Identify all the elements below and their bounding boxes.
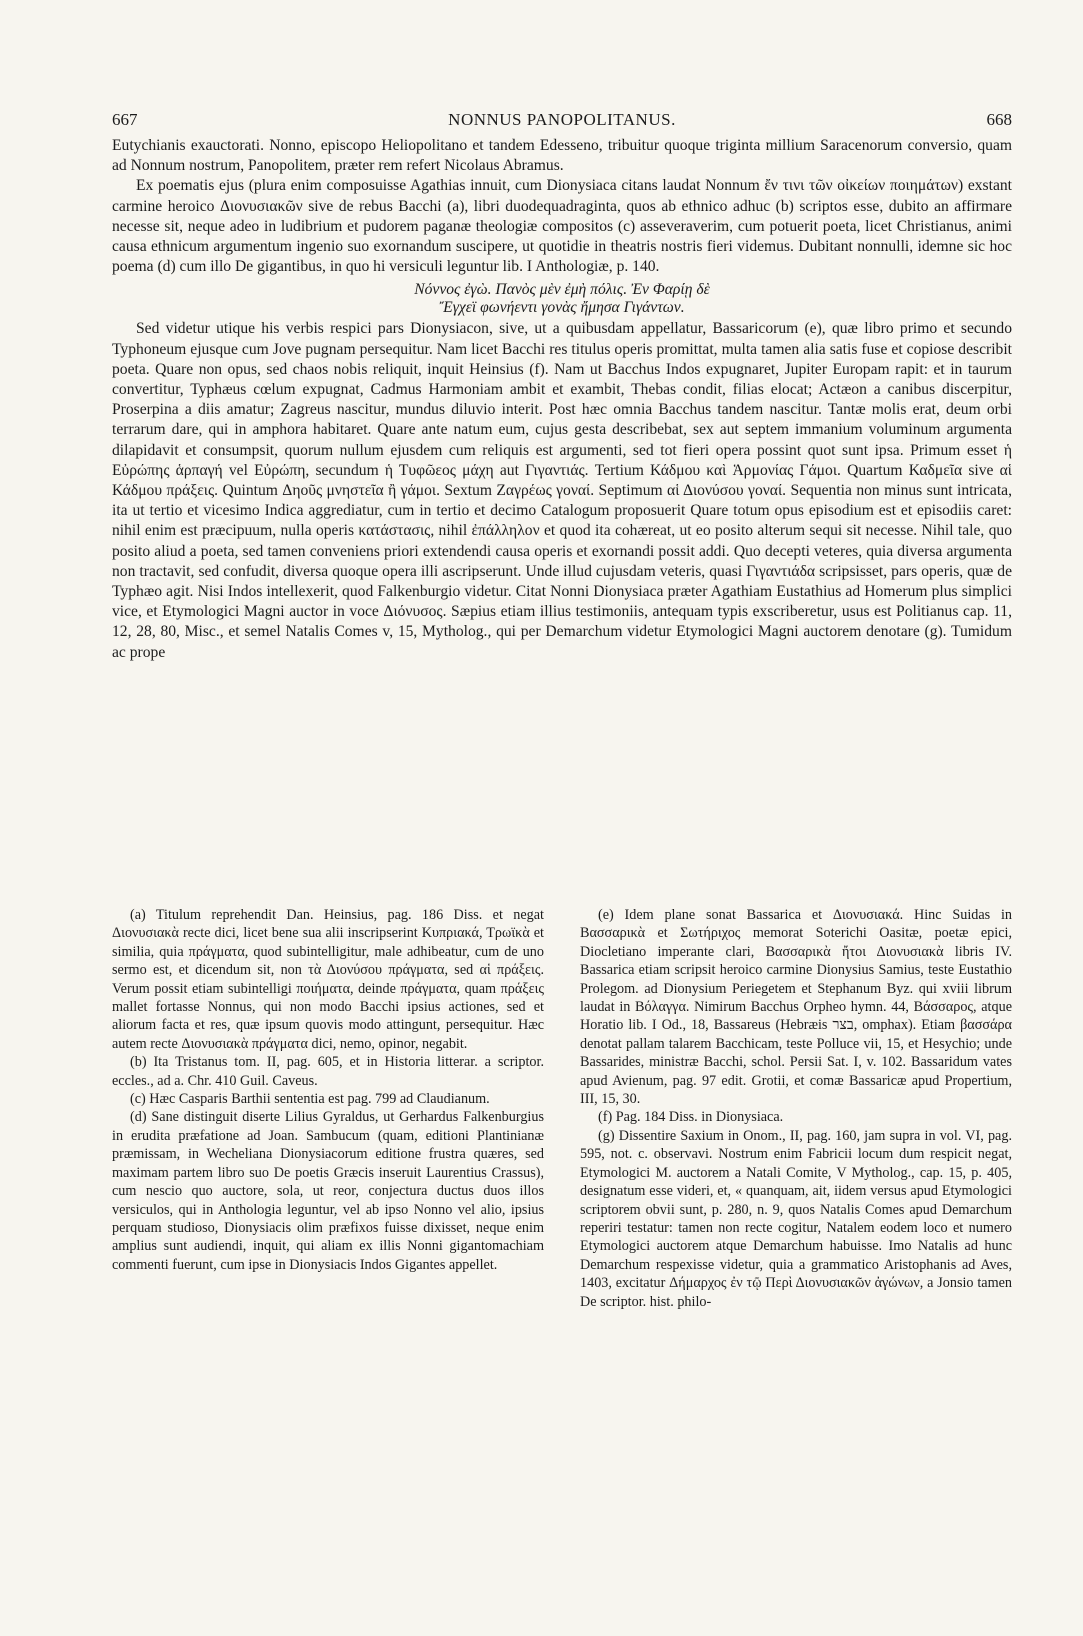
page-number-left: 667 <box>112 110 138 129</box>
page-header <box>112 110 1012 134</box>
main-text <box>112 136 1012 663</box>
page-number-right: 668 <box>986 110 1012 129</box>
footnote-d: (d) Sane distinguit diserte Lilius Gyraldus, ut Gerhardus Falkenburgius in erudita præfatione ad Joan. Sambucum (quam, editioni Plantinianæ præmissam, in Wecheliana Dionysiacorum editione frustra quæres, sed maximam partem libro suo De poetis Græcis inseruit Laurentius Crassus), cum nescio quo auctore, sola, ut reor, conjectura ductus duos illos versiculos, qui in Anthologia leguntur, vel ab ipso Nonno vel alio, ipsius perquam studioso, Dionysiacis olim præfixos fuisse dixisset, neque enim amplius sunt audiendi, inquit, qui aliam ex illis Nonni gigantomachiam commenti fuerunt, cum ipse in Dionysiacis Indos Gigantes appellet. <box>112 1109 544 1273</box>
footnotes-right-column <box>580 906 1012 1311</box>
paragraph-3: Sed videtur utique his verbis respici pars Dionysiacon, sive, ut a quibusdam appellatur, Bassaricorum (e), quæ libro primo et secundo Typhoneum ejusque cum Jove pugnam persequitur. Nam licet Bacchi res titulus operis promittat, multa tamen alia satis fuse et copiose describit poeta. Quare non opus, sed chaos nobis reliquit, inquit Heinsius (f). Nam ut Bacchus Indos expugnaret, Jupiter Europam rapit: et in taurum convertitur, Typhæus cœlum expugnat, Cadmus Harmoniam ambit et exambit, Thebas condit, filias elocat; Actæon a canibus discerpitur, Proserpina a diis amatur; Zagreus nascitur, mundus diluvio interit. Post hæc omnia Bacchus tandem nascitur. Tantæ molis erat, deum orbi terrarum dare, qui in amphora habitaret. Quare ante natum eum, cujus gesta describebat, sex aut septem immanium voluminum argumenta dilapidavit et consumpsit, quorum nullum ejusdem cum reliquis est argumenti, sed tot fieri opera possint quot sunt ipsa. Primum esset ἡ Εὐρώπης ἁρπαγή vel Εὐρώπη, secundum ἡ Τυφῶεος μάχη aut Γιγαντιάς. Tertium Κάδμου καὶ Ἁρμονίας Γάμοι. Quartum Καδμεῖα sive αἱ Κάδμου πράξεις. Quintum Δηοῦς μνηστεῖα ἢ γάμοι. Sextum Ζαγρέως γοναί. Septimum αἱ Διονύσου γοναί. Sequentia non minus sunt intricata, ita ut tertio et vicesimo Indica aggrediatur, cum in tertio et decimo Catalogum proposuerit Quare totum opus episodium est et episodiis caret: nihil enim est præcipuum, nulla operis κατάστασις, nihil ἐπάλληλον et quod ita cohæreat, ut eo posito alterum sequi sit necesse. Nihil tale, quo posito aliud a poeta, sed tamen conveniens priori extendendi causa operis et exornandi possit addi. Quo decepti veteres, quia diversa argumenta non tractavit, sed confudit, diversa quoque opera illi ascripserunt. Unde illud cujusdam veteris, quasi Γιγαντιάδα scripsisset, pars operis, quæ de Typhæo agit. Nisi Indos intellexerit, quod Falkenburgio videtur. Citat Nonni Dionysiaca præter Agathiam Eustathius ad Homerum plus simplici vice, et Etymologici Magni auctor in voce Διόνυσος. Sæpius etiam illius testimoniis, antequam typis exscriberetur, usus est Politianus cap. 11, 12, 28, 80, Misc., et semel Natalis Comes v, 15, Mytholog., qui per Demarchum videtur Etymologici Magni auctorem denotare (g). Tumidum ac prope <box>112 320 1012 661</box>
greek-epigram <box>112 281 1012 317</box>
footnote-g: (g) Dissentire Saxium in Onom., II, pag. 160, jam supra in vol. VI, pag. 595, not. c. observavi. Nostrum enim Fabricii locum dum respicit negat, Etymologici M. auctorem a Natali Comite, V Mytholog., cap. 15, p. 405, designatum esse videri, et, « quanquam, ait, iidem versus apud Etymologici scriptorem obvii sunt, p. 280, n. 9, quos Natalis Comes apud Demarchum reperiri testatur: tamen non recte cogitur, Natalem eodem loco et numero Etymologici auctorem atque Demarchum habuisse. Imo Natalis ad hunc Demarchum respexisse videtur, quia a grammatico Aristophanis ad Aves, 1403, excitatur Δήμαρχος ἐν τῷ Περὶ Διονυσιακῶν ἀγώνων, a Jonsio tamen De scriptor. hist. philo- <box>580 1127 1012 1310</box>
footnotes-left-column <box>112 906 544 1274</box>
paragraph-2: Ex poematis ejus (plura enim composuisse Agathias innuit, cum Dionysiaca citans laudat Nonnum ἔν τινι τῶν οἰκείων ποιημάτων) exstant carmine heroico Διονυσιακῶν sive de rebus Bacchi (a), libri duodequadraginta, quos ab ethnico adhuc (b) scriptos esse, dubito an affirmare necesse sit, neque adeo in ludibrium et pudorem paganæ theologiæ compositos (c) asseveraverim, cum potuerit poeta, licet Christianus, animi causa ethnicum argumentum ingenio suo exornandum suscipere, ut quotidie in theatris nostris fieri videmus. Dubitant nonnulli, idemne sic hoc poema (d) cum illo De gigantibus, in quo hi versiculi leguntur lib. I Anthologiæ, p. 140. <box>112 177 1012 276</box>
running-title: NONNUS PANOPOLITANUS. <box>448 110 676 129</box>
footnote-a: (a) Titulum reprehendit Dan. Heinsius, pag. 186 Diss. et negat Διονυσιακὰ recte dici, licet bene sua alii inscripserint Κυπριακά, Τρωϊκὰ et similia, quia πράγματα, quod subintelligitur, male adhibeatur, cum de uno sermo est, et dicendum sit, non τὰ Διονύσου πράγματα, sed αἱ πράξεις. Verum possit etiam subintelligi ποιήματα, deinde πράγματα, quam πράξεις mallet fortasse Nonnus, qui non modo Bacchi ipsius actiones, sed et aliorum facta et res, quæ ipsum quovis modo attingunt, persequitur. Hæc autem recte Διονυσιακὰ πράγματα dici, nemo, opinor, negabit. <box>112 907 544 1052</box>
footnote-f: (f) Pag. 184 Diss. in Dionysiaca. <box>598 1109 784 1126</box>
footnote-c: (c) Hæc Casparis Barthii sententia est pag. 799 ad Claudianum. <box>130 1091 490 1108</box>
paragraph-1: Eutychianis exauctorati. Nonno, episcopo Heliopolitano et tandem Edesseno, tribuitur quoque triginta millium Saracenorum conversio, quam ad Nonnum nostrum, Panopolitem, præter rem refert Nicolaus Abramus. <box>112 137 1012 175</box>
footnote-b: (b) Ita Tristanus tom. II, pag. 605, et in Historia litterar. a scriptor. eccles., ad a. Chr. 410 Guil. Caveus. <box>112 1054 544 1089</box>
verse-line-2: Ἔγχεϊ φωνήεντι γονὰς ἤμησα Γιγάντων. <box>439 299 685 317</box>
verse-line-1: Νόννος ἐγὼ. Πανὸς μὲν ἐμὴ πόλις. Ἐν Φαρίῃ δὲ <box>414 281 710 299</box>
footnote-e: (e) Idem plane sonat Bassarica et Διονυσιακά. Hinc Suidas in Βασσαρικὰ et Σωτήριχος memorat Soterichi Oasitæ, poetæ epici, Diocletiano imperante clari, Βασσαρικὰ ἤτοι Διονυσιακὰ libris IV. Bassarica etiam scripsit heroico carmine Dionysius Samius, teste Eustathio Prolegom. ad Dionysium Periegetem et Stephanum Byz. qui xviii librum laudat in Βόλαγγα. Nimirum Bacchus Orpheo hymn. 44, Βάσσαρος, atque Horatio lib. I Od., 18, Bassareus (Hebræis בצר, omphax). Etiam βασσάρα denotat pallam talarem Bacchicam, teste Polluce vii, 15, et Hesychio; unde Bassarides, ministræ Bacchi, schol. Persii Sat. I, v. 102. Bassaridum vates apud Avienum, pag. 97 edit. Grotii, et comæ Bassaricæ apud Propertium, III, 15, 30. <box>580 907 1012 1108</box>
